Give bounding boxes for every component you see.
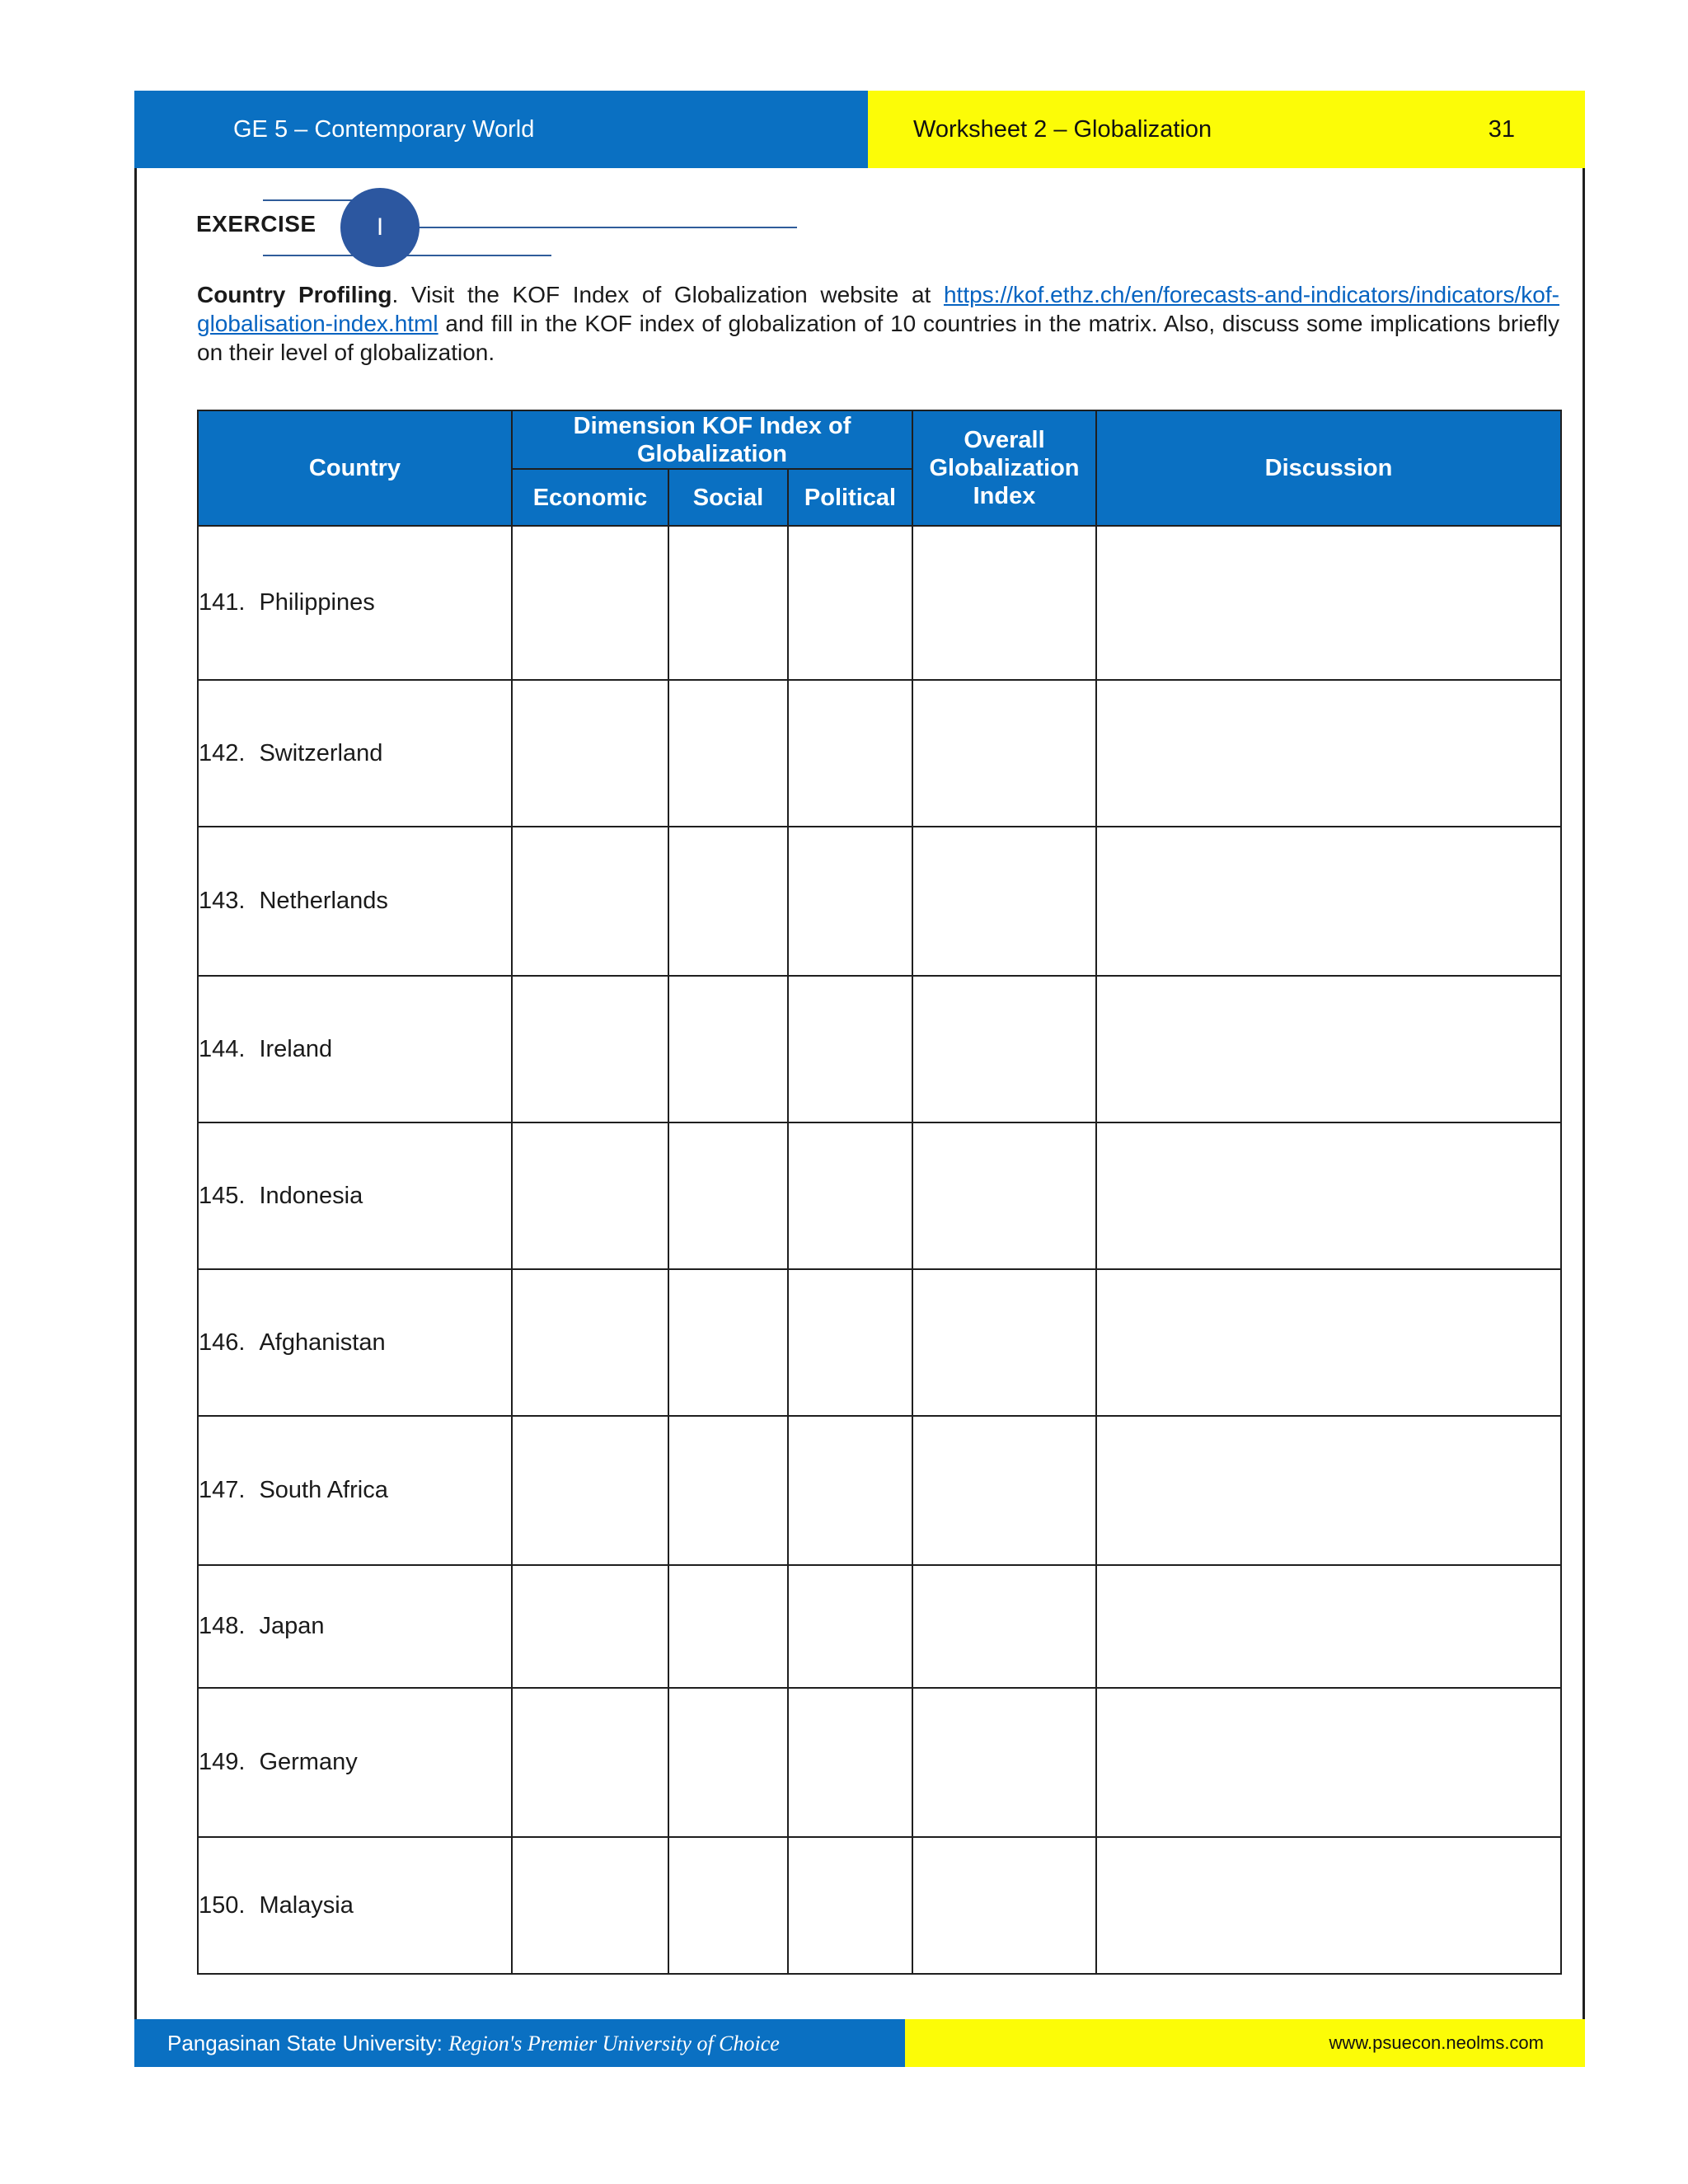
header-economic: Economic [512, 469, 668, 526]
country-cell [198, 526, 512, 680]
social-cell[interactable] [668, 1122, 788, 1269]
page-header [134, 91, 1585, 168]
overall-index-cell[interactable] [912, 680, 1096, 827]
economic-cell[interactable] [512, 1122, 668, 1269]
row-number: 144. [199, 1035, 246, 1062]
country-cell [198, 1269, 512, 1416]
political-cell[interactable] [788, 827, 912, 976]
header-dimension-group: Dimension KOF Index of Globalization [512, 410, 912, 469]
social-cell[interactable] [668, 1565, 788, 1688]
social-cell[interactable] [668, 976, 788, 1122]
table-row [198, 1837, 1561, 1974]
discussion-cell[interactable] [1096, 526, 1561, 680]
country-name: Germany [259, 1749, 358, 1775]
discussion-cell[interactable] [1096, 1122, 1561, 1269]
header-country: Country [198, 410, 512, 526]
discussion-cell[interactable] [1096, 1565, 1561, 1688]
table-row [198, 827, 1561, 976]
table-row [198, 526, 1561, 680]
social-cell[interactable] [668, 680, 788, 827]
social-cell[interactable] [668, 1416, 788, 1565]
matrix-body [198, 526, 1561, 1974]
economic-cell[interactable] [512, 1837, 668, 1974]
economic-cell[interactable] [512, 680, 668, 827]
table-row [198, 1269, 1561, 1416]
overall-index-cell[interactable] [912, 526, 1096, 680]
row-number: 149. [199, 1749, 246, 1775]
table-row [198, 1416, 1561, 1565]
row-number: 146. [199, 1329, 246, 1356]
political-cell[interactable] [788, 680, 912, 827]
page-footer [134, 2019, 1585, 2067]
header-course-bar [134, 91, 868, 168]
kof-matrix-table [197, 410, 1562, 1975]
country-name: Malaysia [259, 1891, 354, 1919]
country-cell [198, 827, 512, 976]
discussion-cell[interactable] [1096, 1688, 1561, 1837]
country-name: Japan [259, 1613, 325, 1639]
overall-index-cell[interactable] [912, 1416, 1096, 1565]
row-number: 145. [199, 1182, 246, 1209]
row-number: 148. [199, 1613, 246, 1639]
social-cell[interactable] [668, 1269, 788, 1416]
social-cell[interactable] [668, 1688, 788, 1837]
overall-index-cell[interactable] [912, 1565, 1096, 1688]
discussion-cell[interactable] [1096, 827, 1561, 976]
discussion-cell[interactable] [1096, 976, 1561, 1122]
discussion-cell[interactable] [1096, 1416, 1561, 1565]
overall-index-cell[interactable] [912, 1688, 1096, 1837]
row-number: 147. [199, 1477, 246, 1503]
economic-cell[interactable] [512, 1416, 668, 1565]
discussion-cell[interactable] [1096, 1269, 1561, 1416]
header-overall-index: Overall Globalization Index [912, 410, 1096, 526]
country-cell [198, 1122, 512, 1269]
overall-index-cell[interactable] [912, 976, 1096, 1122]
economic-cell[interactable] [512, 526, 668, 680]
country-name: Switzerland [259, 739, 383, 766]
course-title: GE 5 – Contemporary World [233, 115, 535, 143]
country-cell [198, 1688, 512, 1837]
country-name: Ireland [259, 1035, 333, 1062]
overall-index-cell[interactable] [912, 1837, 1096, 1974]
worksheet-title: Worksheet 2 – Globalization [913, 115, 1212, 143]
economic-cell[interactable] [512, 827, 668, 976]
economic-cell[interactable] [512, 976, 668, 1122]
country-cell [198, 1565, 512, 1688]
country-cell [198, 1837, 512, 1974]
overall-index-cell[interactable] [912, 1122, 1096, 1269]
header-political: Political [788, 469, 912, 526]
footer-university: Pangasinan State University: [167, 2031, 449, 2055]
header-discussion: Discussion [1096, 410, 1561, 526]
footer-website: www.psuecon.neolms.com [1329, 2032, 1544, 2053]
political-cell[interactable] [788, 976, 912, 1122]
exercise-number-badge [340, 188, 420, 267]
social-cell[interactable] [668, 1837, 788, 1974]
header-social: Social [668, 469, 788, 526]
economic-cell[interactable] [512, 1269, 668, 1416]
discussion-cell[interactable] [1096, 680, 1561, 827]
exercise-number: I [376, 213, 384, 241]
table-row [198, 1565, 1561, 1688]
instructions-paragraph [197, 280, 1559, 367]
header-worksheet-bar [868, 91, 1585, 168]
economic-cell[interactable] [512, 1688, 668, 1837]
exercise-label: EXERCISE [196, 211, 316, 237]
social-cell[interactable] [668, 526, 788, 680]
country-cell [198, 680, 512, 827]
country-name: Indonesia [259, 1182, 363, 1209]
country-name: Netherlands [259, 888, 388, 914]
social-cell[interactable] [668, 827, 788, 976]
exercise-line-top [263, 199, 362, 201]
exercise-line-middle [385, 227, 797, 228]
exercise-heading [195, 188, 822, 270]
political-cell[interactable] [788, 526, 912, 680]
political-cell[interactable] [788, 1565, 912, 1688]
country-cell [198, 976, 512, 1122]
instructions-lead: Country Profiling [197, 282, 392, 307]
table-row [198, 976, 1561, 1122]
political-cell[interactable] [788, 1688, 912, 1837]
footer-tagline: Region's Premier University of Choice [448, 2032, 780, 2055]
country-name: Afghanistan [259, 1329, 386, 1356]
table-row [198, 680, 1561, 827]
page-number: 31 [1488, 115, 1515, 143]
country-cell [198, 1416, 512, 1565]
table-row [198, 1688, 1561, 1837]
instructions-text-before-link: . Visit the KOF Index of Globalization website at [392, 282, 944, 307]
row-number: 143. [199, 888, 246, 914]
country-name: South Africa [259, 1477, 388, 1503]
political-cell[interactable] [788, 1122, 912, 1269]
political-cell[interactable] [788, 1837, 912, 1974]
political-cell[interactable] [788, 1416, 912, 1565]
row-number: 141. [199, 589, 246, 616]
political-cell[interactable] [788, 1269, 912, 1416]
row-number: 150. [199, 1891, 246, 1919]
overall-index-cell[interactable] [912, 827, 1096, 976]
discussion-cell[interactable] [1096, 1837, 1561, 1974]
kof-index-link[interactable]: https://kof.ethz.ch/en/forecasts-and-indicators/indicators/kof-globalisation-index.html [197, 282, 1559, 336]
row-number: 142. [199, 739, 246, 766]
instructions-text-after-link: and fill in the KOF index of globalization of 10 countries in the matrix. Also, discuss some implications briefly on their level of globalization. [197, 311, 1559, 365]
country-name: Philippines [259, 589, 375, 616]
table-row [198, 1122, 1561, 1269]
footer-university-line [167, 2031, 780, 2055]
overall-index-cell[interactable] [912, 1269, 1096, 1416]
economic-cell[interactable] [512, 1565, 668, 1688]
